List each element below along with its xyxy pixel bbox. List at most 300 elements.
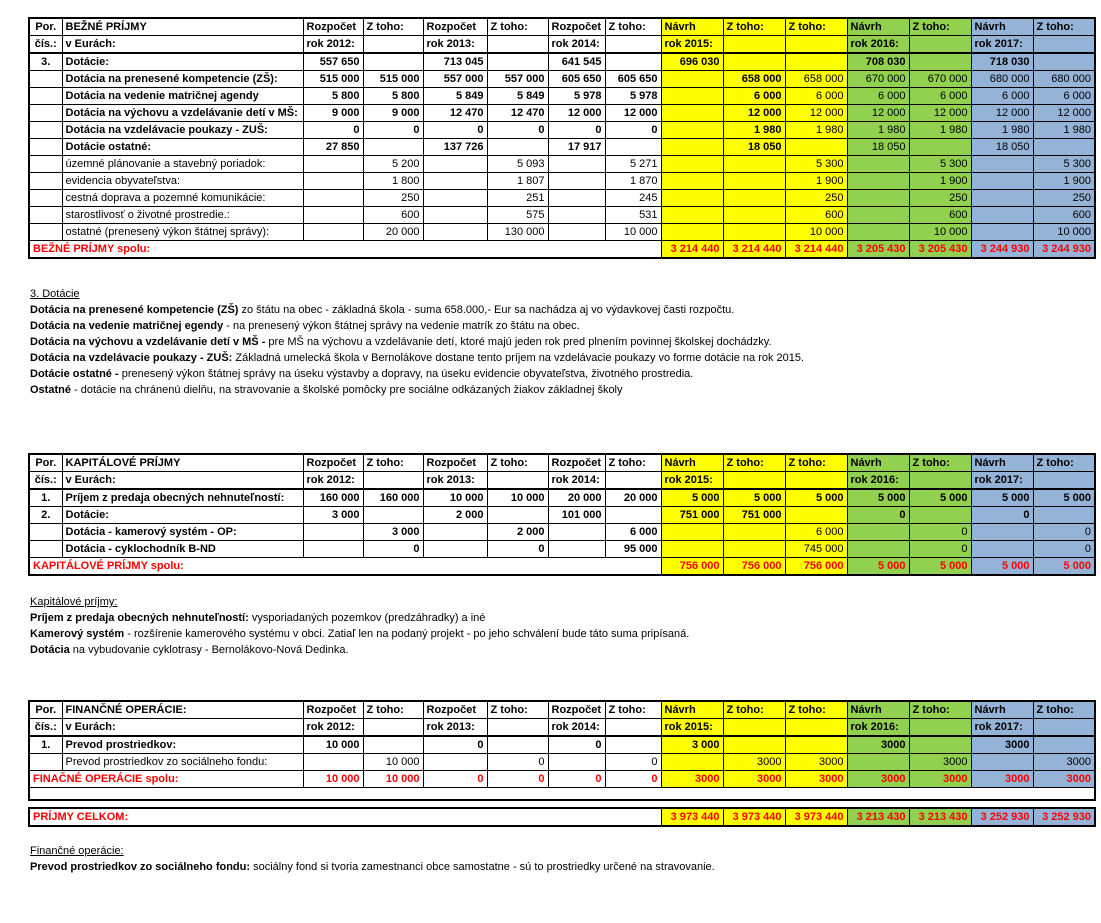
value-cell: 250 <box>1033 190 1095 207</box>
value-cell <box>1033 53 1095 71</box>
row-num <box>29 190 62 207</box>
row-label: územné plánovanie a stavebný poriadok: <box>62 156 303 173</box>
year-subheader <box>1033 472 1095 490</box>
note-heading: Kapitálové príjmy: <box>30 596 118 608</box>
table-title: FINANČNÉ OPERÁCIE: <box>62 701 303 719</box>
value-cell: 20 000 <box>548 489 605 507</box>
year-col-header: Návrh <box>971 701 1033 719</box>
year-subheader <box>1033 36 1095 54</box>
value-cell: 696 030 <box>661 53 723 71</box>
value-cell: 557 000 <box>487 71 548 88</box>
year-col-header: Rozpočet <box>423 454 487 472</box>
total-value: 756 000 <box>723 558 785 576</box>
value-cell: 0 <box>363 541 423 558</box>
value-cell: 0 <box>423 122 487 139</box>
grand-total-value: 3 973 440 <box>723 808 785 826</box>
value-cell <box>487 507 548 524</box>
por-header: Por. <box>29 18 62 36</box>
por-subheader: čís.: <box>29 36 62 54</box>
value-cell <box>303 524 363 541</box>
value-cell <box>423 173 487 190</box>
total-value: 3000 <box>785 771 847 788</box>
year-col-header: Rozpočet <box>303 18 363 36</box>
value-cell: 3000 <box>1033 754 1095 771</box>
value-cell: 12 000 <box>605 105 661 122</box>
value-cell: 6 000 <box>847 88 909 105</box>
value-cell <box>303 541 363 558</box>
value-cell: 5 800 <box>303 88 363 105</box>
value-cell: 605 650 <box>548 71 605 88</box>
value-cell <box>303 754 363 771</box>
value-cell: 12 470 <box>423 105 487 122</box>
total-label: KAPITÁLOVÉ PRÍJMY spolu: <box>29 558 661 576</box>
row-num <box>29 524 62 541</box>
value-cell <box>363 736 423 754</box>
notes-kapitalove-prijmy <box>30 594 1101 658</box>
row-num <box>29 88 62 105</box>
year-col-header: Z toho: <box>723 454 785 472</box>
value-cell <box>1033 139 1095 156</box>
year-subheader: rok 2017: <box>971 36 1033 54</box>
value-cell: 605 650 <box>605 71 661 88</box>
value-cell: 1 807 <box>487 173 548 190</box>
value-cell <box>723 173 785 190</box>
year-subheader <box>363 36 423 54</box>
value-cell: 531 <box>605 207 661 224</box>
row-num: 2. <box>29 507 62 524</box>
note-heading: Finančné operácie: <box>30 845 124 857</box>
value-cell <box>723 224 785 241</box>
value-cell: 5 849 <box>423 88 487 105</box>
grand-total-value: 3 973 440 <box>661 808 723 826</box>
value-cell <box>303 156 363 173</box>
year-subheader: rok 2015: <box>661 36 723 54</box>
value-cell: 3 000 <box>661 736 723 754</box>
value-cell: 12 000 <box>785 105 847 122</box>
value-cell: 160 000 <box>363 489 423 507</box>
value-cell: 5 300 <box>785 156 847 173</box>
value-cell: 600 <box>785 207 847 224</box>
note-line: Dotácia na vzdelávacie poukazy - ZUŠ: Základná umelecká škola v Bernolákove dostane tento príjem na vzdelávacie poukazy vo forme dotácie na rok 2015. <box>30 352 805 364</box>
row-num <box>29 156 62 173</box>
value-cell: 0 <box>847 507 909 524</box>
value-cell: 10 000 <box>303 736 363 754</box>
row-num <box>29 71 62 88</box>
value-cell: 5 000 <box>785 489 847 507</box>
value-cell <box>548 541 605 558</box>
value-cell: 12 000 <box>723 105 785 122</box>
value-cell: 0 <box>1033 541 1095 558</box>
value-cell: 6 000 <box>785 524 847 541</box>
grand-total-label: PRÍJMY CELKOM: <box>29 808 661 826</box>
value-cell <box>847 156 909 173</box>
value-cell: 130 000 <box>487 224 548 241</box>
year-subheader: rok 2016: <box>847 719 909 737</box>
total-value: 3000 <box>971 771 1033 788</box>
value-cell <box>723 207 785 224</box>
total-label: BEŽNÉ PRÍJMY spolu: <box>29 241 661 259</box>
year-subheader: rok 2014: <box>548 472 605 490</box>
unit-header: v Eurách: <box>62 719 303 737</box>
row-label: Dotácia na vzdelávacie poukazy - ZUŠ: <box>62 122 303 139</box>
value-cell <box>723 736 785 754</box>
por-subheader: čís.: <box>29 472 62 490</box>
value-cell: 6 000 <box>1033 88 1095 105</box>
total-value: 5 000 <box>971 558 1033 576</box>
total-value: 5 000 <box>1033 558 1095 576</box>
value-cell <box>363 139 423 156</box>
row-label: Dotácia - kamerový systém - OP: <box>62 524 303 541</box>
year-subheader: rok 2012: <box>303 36 363 54</box>
value-cell: 5 300 <box>909 156 971 173</box>
value-cell: 1 980 <box>909 122 971 139</box>
value-cell <box>423 224 487 241</box>
value-cell: 6 000 <box>971 88 1033 105</box>
year-col-header: Z toho: <box>605 701 661 719</box>
value-cell <box>785 53 847 71</box>
value-cell <box>971 524 1033 541</box>
year-subheader <box>785 36 847 54</box>
value-cell: 250 <box>363 190 423 207</box>
value-cell <box>303 190 363 207</box>
year-subheader: rok 2013: <box>423 36 487 54</box>
year-col-header: Z toho: <box>723 18 785 36</box>
value-cell: 12 000 <box>847 105 909 122</box>
total-value: 0 <box>605 771 661 788</box>
row-label: ostatné (prenesený výkon štátnej správy): <box>62 224 303 241</box>
value-cell: 713 045 <box>423 53 487 71</box>
row-label: Dotácia - cyklochodník B-ND <box>62 541 303 558</box>
value-cell <box>909 139 971 156</box>
value-cell <box>661 122 723 139</box>
value-cell: 0 <box>605 122 661 139</box>
year-col-header: Z toho: <box>785 701 847 719</box>
grand-total-value: 3 252 930 <box>1033 808 1095 826</box>
year-col-header: Rozpočet <box>423 701 487 719</box>
row-num <box>29 122 62 139</box>
row-label: Dotácie: <box>62 507 303 524</box>
value-cell: 1 900 <box>785 173 847 190</box>
por-header: Por. <box>29 454 62 472</box>
value-cell <box>548 207 605 224</box>
year-subheader: rok 2013: <box>423 472 487 490</box>
year-subheader <box>487 36 548 54</box>
year-subheader: rok 2017: <box>971 719 1033 737</box>
value-cell: 2 000 <box>487 524 548 541</box>
value-cell: 20 000 <box>363 224 423 241</box>
value-cell <box>785 736 847 754</box>
value-cell: 137 726 <box>423 139 487 156</box>
value-cell <box>487 139 548 156</box>
total-value: 756 000 <box>785 558 847 576</box>
row-num: 1. <box>29 736 62 754</box>
year-subheader <box>909 36 971 54</box>
value-cell: 10 000 <box>1033 224 1095 241</box>
grand-total-value: 3 213 430 <box>909 808 971 826</box>
value-cell: 5 978 <box>548 88 605 105</box>
value-cell: 670 000 <box>909 71 971 88</box>
value-cell <box>971 224 1033 241</box>
value-cell: 718 030 <box>971 53 1033 71</box>
value-cell: 10 000 <box>909 224 971 241</box>
row-label: Dotácia na výchovu a vzdelávanie detí v MŠ: <box>62 105 303 122</box>
total-value: 3 214 440 <box>723 241 785 259</box>
value-cell: 12 000 <box>971 105 1033 122</box>
note-line: Dotácia na vedenie matričnej egendy - na prenesený výkon štátnej správy na vedenie matrík zo štátu na obec. <box>30 320 580 332</box>
value-cell <box>847 173 909 190</box>
value-cell: 0 <box>548 122 605 139</box>
value-cell <box>548 754 605 771</box>
note-line: Dotácia na vybudovanie cyklotrasy - Bernolákovo-Nová Dedinka. <box>30 644 349 656</box>
value-cell: 0 <box>971 507 1033 524</box>
value-cell: 9 000 <box>303 105 363 122</box>
value-cell <box>723 524 785 541</box>
value-cell: 557 650 <box>303 53 363 71</box>
value-cell <box>971 156 1033 173</box>
row-label: Dotácie ostatné: <box>62 139 303 156</box>
value-cell: 20 000 <box>605 489 661 507</box>
year-col-header: Návrh <box>847 454 909 472</box>
year-col-header: Z toho: <box>487 18 548 36</box>
value-cell <box>423 541 487 558</box>
year-col-header: Návrh <box>661 454 723 472</box>
value-cell <box>548 190 605 207</box>
year-col-header: Rozpočet <box>303 454 363 472</box>
value-cell: 12 000 <box>1033 105 1095 122</box>
value-cell: 101 000 <box>548 507 605 524</box>
value-cell: 10 000 <box>487 489 548 507</box>
year-col-header: Návrh <box>847 701 909 719</box>
value-cell <box>548 173 605 190</box>
value-cell: 12 000 <box>548 105 605 122</box>
value-cell <box>303 224 363 241</box>
unit-header: v Eurách: <box>62 36 303 54</box>
value-cell: 6 000 <box>785 88 847 105</box>
year-col-header: Z toho: <box>363 701 423 719</box>
value-cell <box>661 524 723 541</box>
value-cell: 5 000 <box>661 489 723 507</box>
value-cell: 5 849 <box>487 88 548 105</box>
value-cell: 641 545 <box>548 53 605 71</box>
year-col-header: Z toho: <box>909 454 971 472</box>
total-value: 5 000 <box>847 558 909 576</box>
value-cell: 3000 <box>723 754 785 771</box>
value-cell <box>661 139 723 156</box>
year-col-header: Návrh <box>661 701 723 719</box>
row-label: cestná doprava a pozemné komunikácie: <box>62 190 303 207</box>
value-cell <box>661 88 723 105</box>
value-cell <box>971 173 1033 190</box>
value-cell <box>605 507 661 524</box>
spacer-cell <box>29 788 1095 801</box>
value-cell <box>971 541 1033 558</box>
value-cell: 160 000 <box>303 489 363 507</box>
value-cell <box>1033 736 1095 754</box>
value-cell <box>487 736 548 754</box>
por-subheader: čís.: <box>29 719 62 737</box>
value-cell: 680 000 <box>1033 71 1095 88</box>
value-cell <box>423 524 487 541</box>
year-subheader <box>785 472 847 490</box>
total-value: 3 244 930 <box>1033 241 1095 259</box>
value-cell <box>661 224 723 241</box>
row-label: Dotácie: <box>62 53 303 71</box>
year-subheader <box>909 719 971 737</box>
value-cell: 1 980 <box>785 122 847 139</box>
value-cell <box>548 156 605 173</box>
row-num: 3. <box>29 53 62 71</box>
value-cell: 5 978 <box>605 88 661 105</box>
total-value: 3000 <box>661 771 723 788</box>
value-cell: 575 <box>487 207 548 224</box>
value-cell <box>971 754 1033 771</box>
value-cell <box>661 71 723 88</box>
value-cell: 245 <box>605 190 661 207</box>
value-cell: 27 850 <box>303 139 363 156</box>
value-cell: 0 <box>423 736 487 754</box>
value-cell: 751 000 <box>661 507 723 524</box>
value-cell: 18 050 <box>723 139 785 156</box>
row-label: Prevod prostriedkov: <box>62 736 303 754</box>
note-line: Dotácia na výchovu a vzdelávanie detí v MŠ - pre MŠ na výchovu a vzdelávanie detí, ktoré majú jeden rok pred plnením povinnej školskej dochádzky. <box>30 336 772 348</box>
year-col-header: Rozpočet <box>548 701 605 719</box>
value-cell: 1 980 <box>971 122 1033 139</box>
value-cell <box>723 156 785 173</box>
value-cell: 5 800 <box>363 88 423 105</box>
note-heading: 3. Dotácie <box>30 288 80 300</box>
value-cell: 0 <box>909 541 971 558</box>
total-value: 5 000 <box>909 558 971 576</box>
value-cell: 5 000 <box>909 489 971 507</box>
value-cell: 2 000 <box>423 507 487 524</box>
value-cell: 670 000 <box>847 71 909 88</box>
total-value: 3000 <box>1033 771 1095 788</box>
value-cell <box>847 224 909 241</box>
year-col-header: Rozpočet <box>548 454 605 472</box>
value-cell: 0 <box>487 541 548 558</box>
value-cell <box>847 207 909 224</box>
table-prijmy-celkom <box>28 807 1096 827</box>
value-cell: 0 <box>605 754 661 771</box>
total-value: 3 205 430 <box>847 241 909 259</box>
value-cell <box>605 53 661 71</box>
value-cell <box>605 139 661 156</box>
year-subheader <box>487 719 548 737</box>
row-num <box>29 173 62 190</box>
year-col-header: Z toho: <box>1033 18 1095 36</box>
value-cell <box>548 524 605 541</box>
year-col-header: Z toho: <box>723 701 785 719</box>
value-cell: 6 000 <box>723 88 785 105</box>
row-label: Dotácia na prenesené kompetencie (ZŠ): <box>62 71 303 88</box>
total-value: 756 000 <box>661 558 723 576</box>
value-cell: 95 000 <box>605 541 661 558</box>
year-subheader: rok 2015: <box>661 719 723 737</box>
table-title: KAPITÁLOVÉ PRÍJMY <box>62 454 303 472</box>
value-cell: 250 <box>785 190 847 207</box>
value-cell: 0 <box>548 736 605 754</box>
year-subheader <box>363 472 423 490</box>
year-subheader: rok 2015: <box>661 472 723 490</box>
row-num <box>29 105 62 122</box>
value-cell: 1 900 <box>909 173 971 190</box>
year-col-header: Z toho: <box>1033 701 1095 719</box>
total-value: 3 205 430 <box>909 241 971 259</box>
year-subheader <box>785 719 847 737</box>
value-cell: 3000 <box>847 736 909 754</box>
year-subheader <box>723 36 785 54</box>
row-num: 1. <box>29 489 62 507</box>
grand-total-value: 3 213 430 <box>847 808 909 826</box>
value-cell <box>909 507 971 524</box>
notes-dotacie <box>30 286 1101 398</box>
year-subheader <box>1033 719 1095 737</box>
row-label: starostlivosť o životné prostredie.: <box>62 207 303 224</box>
year-subheader: rok 2012: <box>303 472 363 490</box>
year-col-header: Z toho: <box>785 18 847 36</box>
value-cell: 1 980 <box>1033 122 1095 139</box>
year-subheader <box>909 472 971 490</box>
note-line: Dotácia na prenesené kompetencie (ZŠ) zo štátu na obec - základná škola - suma 658.000,- Eur sa nachádza aj vo výdavkovej časti rozpočtu. <box>30 304 735 316</box>
value-cell: 10 000 <box>605 224 661 241</box>
total-label: FINAČNÉ OPERÁCIE spolu: <box>29 771 303 788</box>
row-label: Dotácia na vedenie matričnej agendy <box>62 88 303 105</box>
value-cell: 515 000 <box>303 71 363 88</box>
value-cell <box>723 53 785 71</box>
unit-header: v Eurách: <box>62 472 303 490</box>
value-cell: 5 271 <box>605 156 661 173</box>
value-cell: 0 <box>487 122 548 139</box>
total-value: 10 000 <box>303 771 363 788</box>
year-subheader <box>723 719 785 737</box>
table-financne-operacie <box>28 700 1096 801</box>
year-col-header: Rozpočet <box>303 701 363 719</box>
year-subheader <box>723 472 785 490</box>
value-cell <box>909 53 971 71</box>
value-cell <box>605 736 661 754</box>
value-cell: 10 000 <box>423 489 487 507</box>
value-cell: 5 093 <box>487 156 548 173</box>
value-cell: 658 000 <box>723 71 785 88</box>
year-col-header: Z toho: <box>785 454 847 472</box>
year-col-header: Návrh <box>847 18 909 36</box>
row-label: Prevod prostriedkov zo sociálneho fondu: <box>62 754 303 771</box>
value-cell: 1 900 <box>1033 173 1095 190</box>
value-cell <box>423 754 487 771</box>
value-cell <box>423 156 487 173</box>
value-cell: 600 <box>909 207 971 224</box>
year-col-header: Z toho: <box>1033 454 1095 472</box>
total-value: 3 244 930 <box>971 241 1033 259</box>
year-subheader: rok 2014: <box>548 36 605 54</box>
por-header: Por. <box>29 701 62 719</box>
year-col-header: Rozpočet <box>548 18 605 36</box>
value-cell <box>661 207 723 224</box>
year-col-header: Návrh <box>971 18 1033 36</box>
year-col-header: Z toho: <box>605 454 661 472</box>
value-cell <box>847 190 909 207</box>
table-bezne-prijmy <box>28 17 1096 259</box>
year-col-header: Návrh <box>661 18 723 36</box>
note-line: Prevod prostriedkov zo sociálneho fondu: sociálny fond si tvoria zamestnanci obce samostatne - sú to prostriedky určené na stravovanie. <box>30 861 715 873</box>
value-cell: 0 <box>487 754 548 771</box>
value-cell: 10 000 <box>363 754 423 771</box>
total-value: 3000 <box>723 771 785 788</box>
value-cell <box>785 507 847 524</box>
total-value: 10 000 <box>363 771 423 788</box>
value-cell: 5 000 <box>971 489 1033 507</box>
total-value: 0 <box>423 771 487 788</box>
